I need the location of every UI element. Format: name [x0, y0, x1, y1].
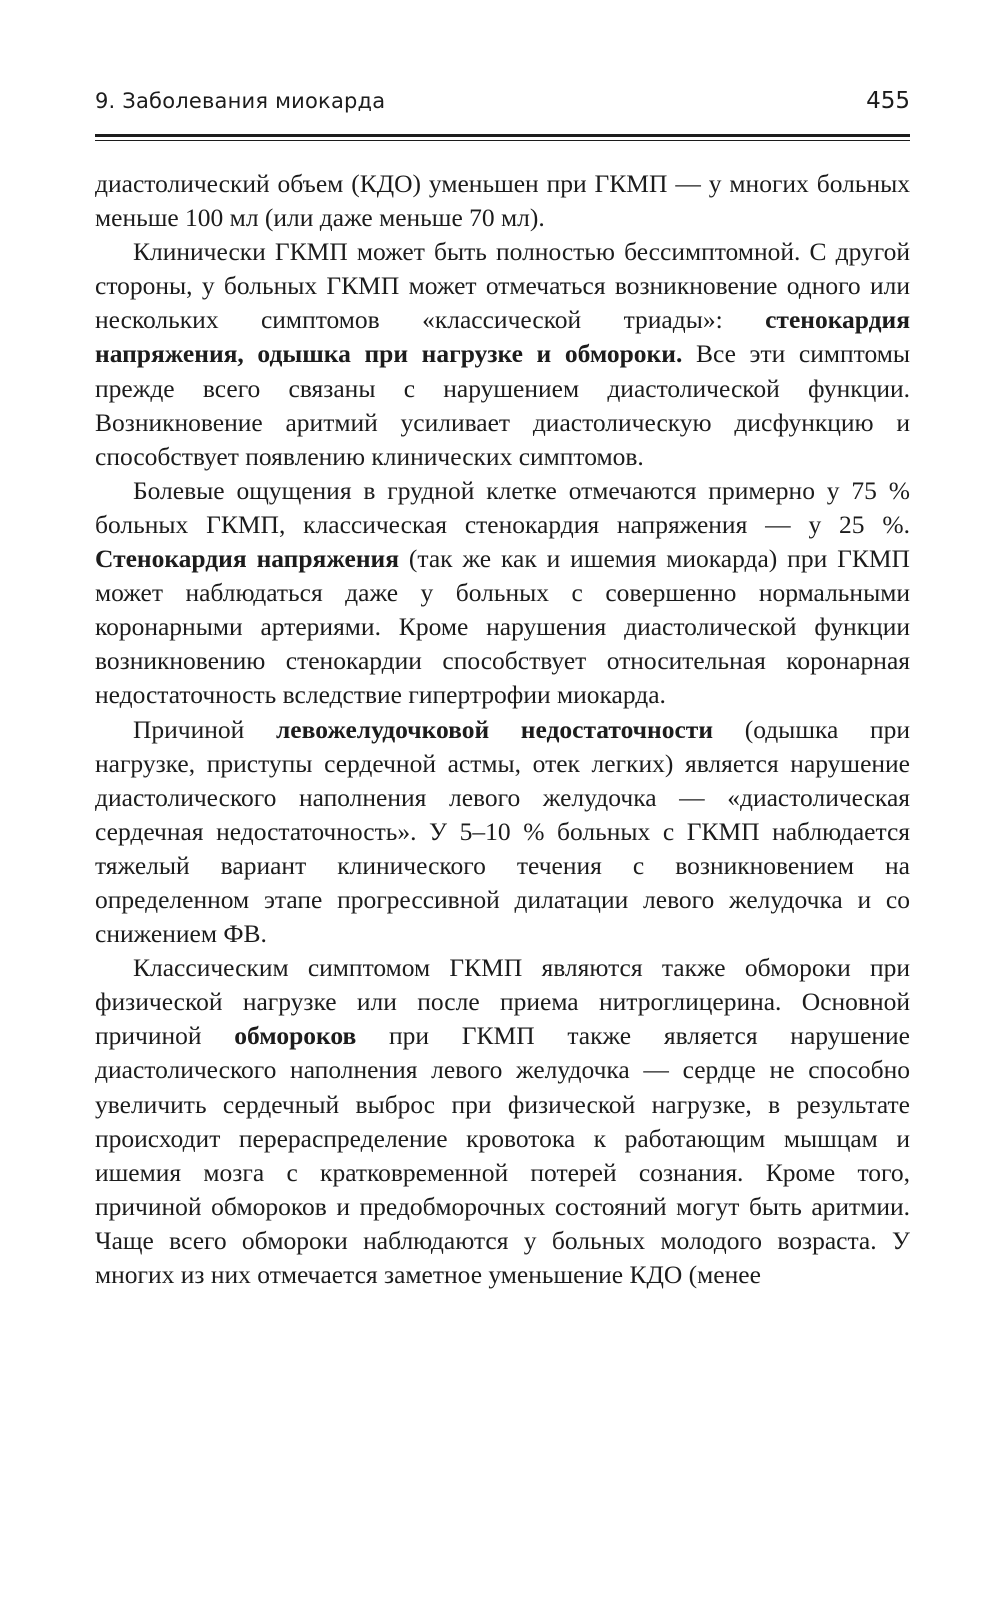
bold-term: стенокардия напряжения, одышка при нагрузке и обмороки. — [95, 305, 910, 369]
bold-term: левожелудочковой недостаточности — [276, 714, 714, 744]
text-run: (одышка при нагрузке, приступы сердечной астмы, отек легких) является нарушение диастолического наполнения левого желудочка — «диастолическая сердечная недостаточность». У 5–10 % больных с ГКМП наблюдается тяжелый вариант клинического течения с возникновением на определенном этапе прогрессивной дилатации левого желудочка и со снижением ФВ. — [95, 714, 910, 949]
paragraph — [95, 713, 910, 952]
text-run: диастолический объем (КДО) уменьшен при ГКМП — у многих больных меньше 100 мл (или даже меньше 70 мл). — [95, 169, 910, 233]
header-rule-thick — [95, 134, 910, 137]
paragraph — [95, 235, 910, 474]
header-rule-thin — [95, 140, 910, 141]
book-page — [95, 88, 910, 1292]
running-title: 9. Заболевания миокарда — [95, 89, 386, 113]
paragraph — [95, 951, 910, 1292]
running-head — [95, 88, 910, 126]
text-run: Болевые ощущения в грудной клетке отмечаются примерно у 75 % больных ГКМП, классическая стенокардия напряжения — у 25 %. — [95, 475, 910, 539]
bold-term: Стенокардия напряжения — [95, 544, 399, 574]
page-number: 455 — [866, 88, 910, 114]
text-run: Клинически ГКМП может быть полностью бессимптомной. С другой стороны, у больных ГКМП может отмечаться возникновение одного или нескольких симптомов «классической триады»: — [95, 237, 910, 335]
text-run: Причиной — [133, 714, 276, 744]
paragraph — [95, 167, 910, 235]
paragraph — [95, 474, 910, 713]
text-run: (так же как и ишемия миокарда) при ГКМП может наблюдаться даже у больных с совершенно нормальными коронарными артериями. Кроме нарушения диастолической функции возникновению стенокардии способствует относительная коронарная недостаточность вследствие гипертрофии миокарда. — [95, 544, 910, 710]
text-run: Классическим симптомом ГКМП являются также обмороки при физической нагрузке или после приема нитроглицерина. Основной причиной — [95, 953, 910, 1051]
bold-term: обмороков — [234, 1021, 357, 1051]
body-text — [95, 167, 910, 1292]
text-run: при ГКМП также является нарушение диастолического наполнения левого желудочка — сердце не способно увеличить сердечный выброс при физической нагрузке, в результате происходит перераспределение кровотока к работающим мышцам и ишемия мозга с кратковременной потерей сознания. Кроме того, причиной обмороков и предобморочных состояний могут быть аритмии. Чаще всего обмороки наблюдаются у больных молодого возраста. У многих из них отмечается заметное уменьшение КДО (менее — [95, 1021, 910, 1289]
text-run: Все эти симптомы прежде всего связаны с нарушением диастолической функции. Возникновение аритмий усиливает диастолическую дисфункцию и способствует появлению клинических симптомов. — [95, 339, 910, 471]
